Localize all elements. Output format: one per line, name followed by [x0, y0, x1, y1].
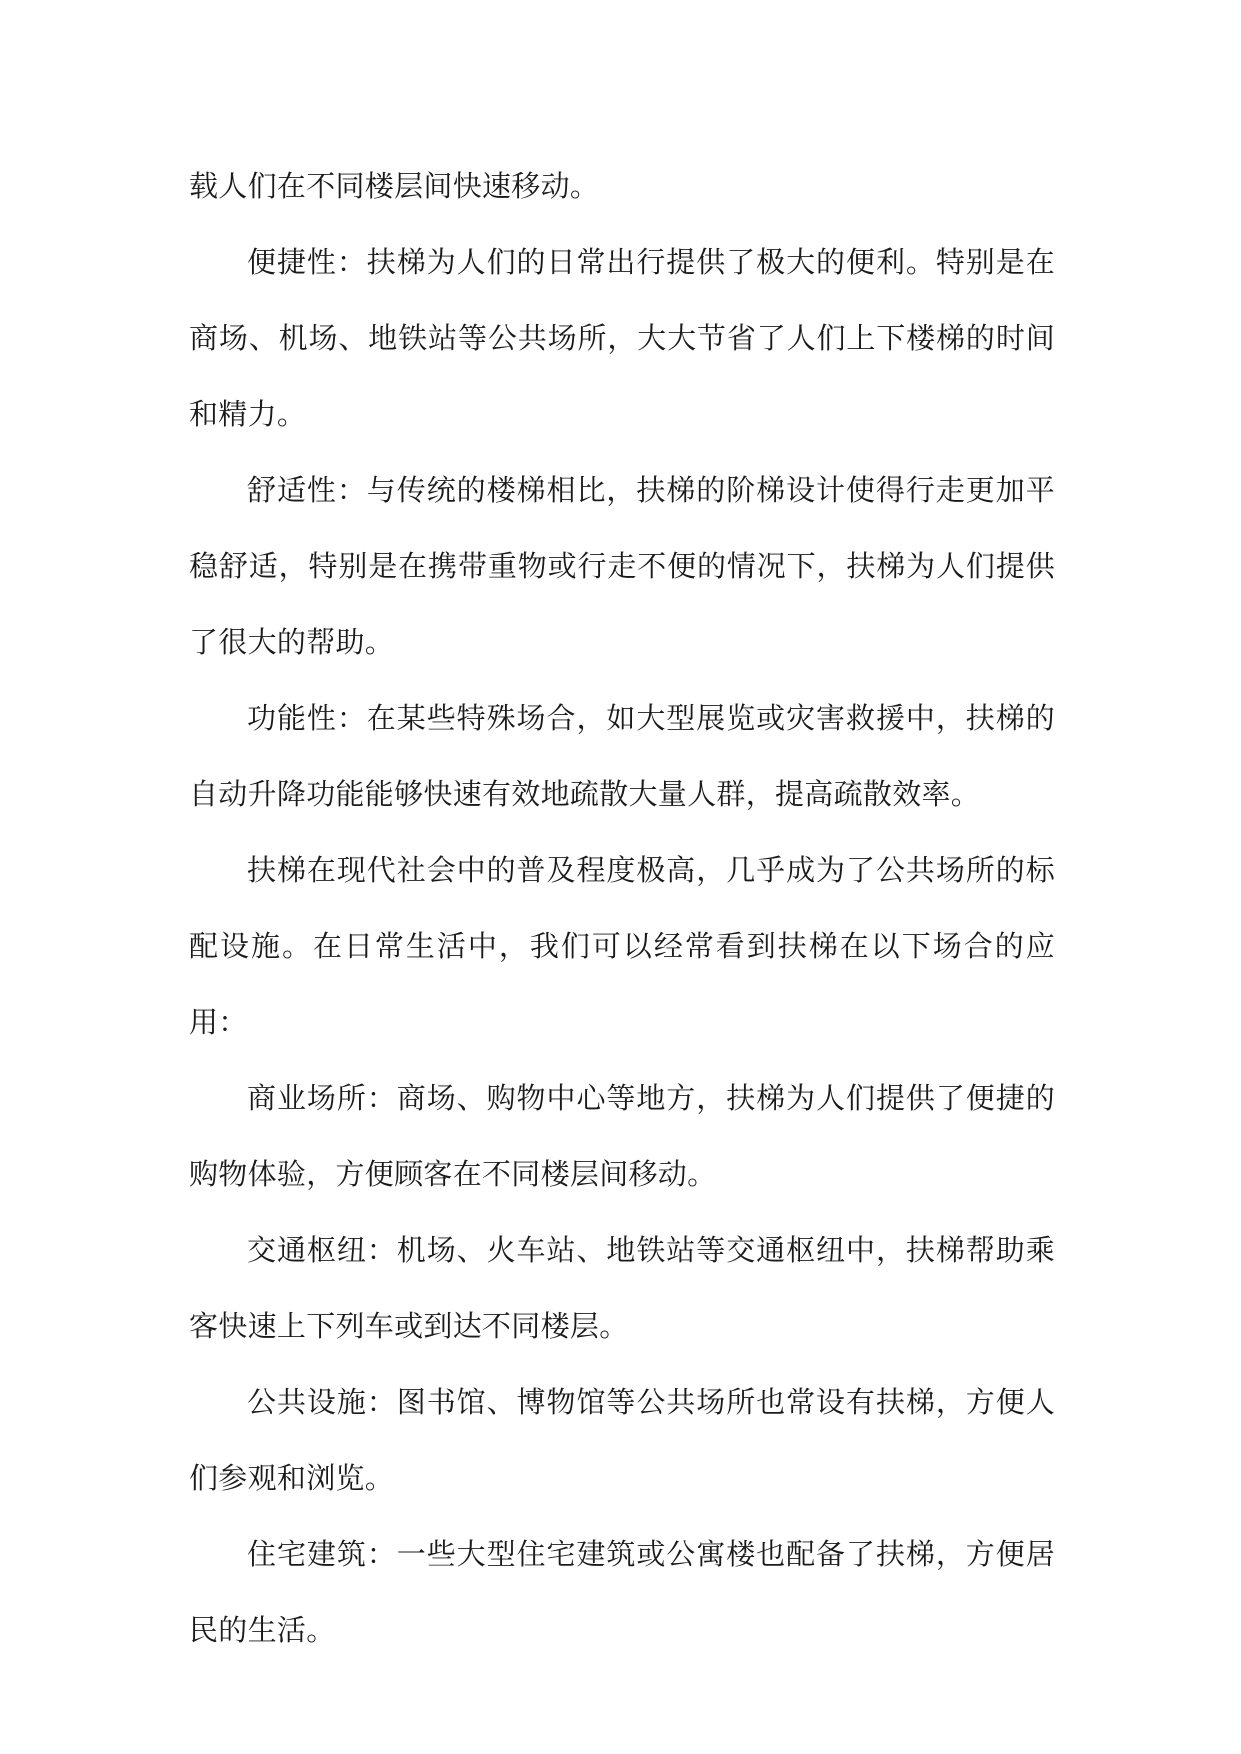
paragraph-transport-hub: 交通枢纽：机场、火车站、地铁站等交通枢纽中，扶梯帮助乘客快速上下列车或到达不同楼层。 [189, 1233, 1055, 1343]
paragraph-continuation: 载人们在不同楼层间快速移动。 [189, 169, 600, 203]
paragraph-comfort: 舒适性：与传统的楼梯相比，扶梯的阶梯设计使得行走更加平稳舒适，特别是在携带重物或行走不便的情况下，扶梯为人们提供了很大的帮助。 [189, 473, 1055, 659]
paragraph-commercial: 商业场所：商场、购物中心等地方，扶梯为人们提供了便捷的购物体验，方便顾客在不同楼层间移动。 [189, 1081, 1055, 1191]
paragraph-popularity: 扶梯在现代社会中的普及程度极高，几乎成为了公共场所的标配设施。在日常生活中，我们可以经常看到扶梯在以下场合的应用： [189, 853, 1055, 1039]
paragraph-public-facilities: 公共设施：图书馆、博物馆等公共场所也常设有扶梯，方便人们参观和浏览。 [189, 1385, 1055, 1495]
document-body [189, 148, 1055, 1668]
paragraph-convenience: 便捷性：扶梯为人们的日常出行提供了极大的便利。特别是在商场、机场、地铁站等公共场所，大大节省了人们上下楼梯的时间和精力。 [189, 245, 1055, 431]
paragraph-residential: 住宅建筑：一些大型住宅建筑或公寓楼也配备了扶梯，方便居民的生活。 [189, 1537, 1055, 1647]
paragraph-functionality: 功能性：在某些特殊场合，如大型展览或灾害救援中，扶梯的自动升降功能能够快速有效地疏散大量人群，提高疏散效率。 [189, 701, 1055, 811]
